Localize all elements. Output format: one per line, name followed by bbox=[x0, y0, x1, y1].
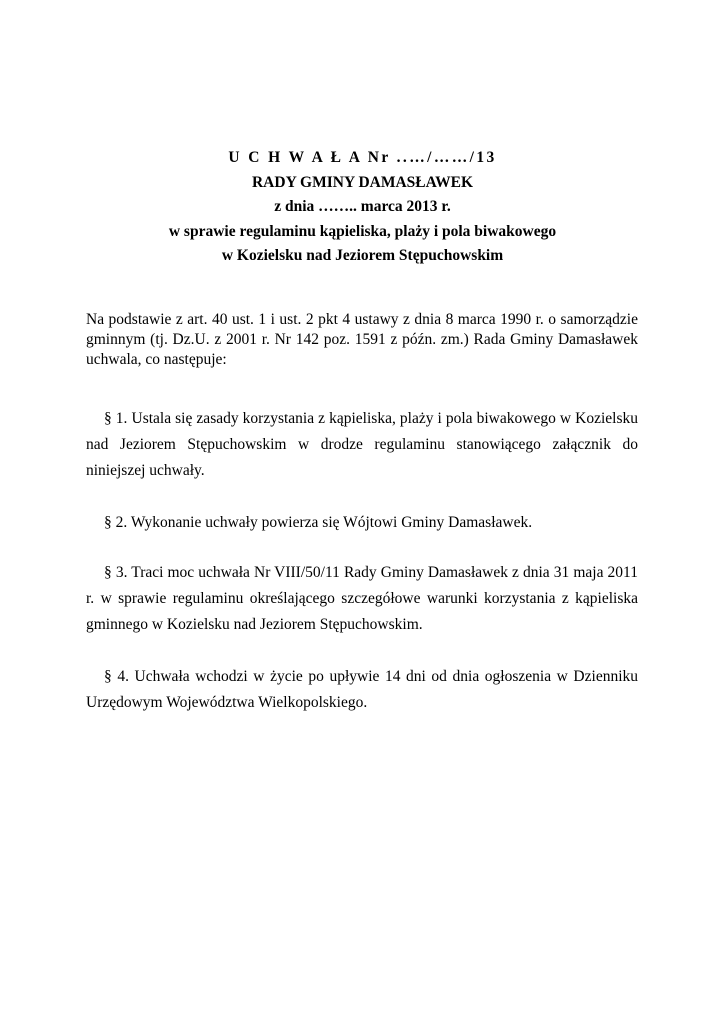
paragraph-2: § 2. Wykonanie uchwały powierza się Wójtowi Gminy Damasławek. bbox=[104, 514, 533, 531]
resolution-title: U C H W A Ł A Nr ..…/……/13 bbox=[228, 149, 497, 166]
paragraph-3: § 3. Traci moc uchwała Nr VIII/50/11 Rady Gminy Damasławek z dnia 31 maja 2011 r. w sprawie regulaminu określającego szczegółowe warunki korzystania z kąpieliska gminnego w Kozielsku nad Jeziorem Stępuchowskim. bbox=[86, 564, 638, 633]
resolution-header bbox=[0, 146, 725, 269]
paragraph-4: § 4. Uchwała wchodzi w życie po upływie 14 dni od dnia ogłoszenia w Dzienniku Urzędowym Województwa Wielkopolskiego. bbox=[86, 668, 638, 711]
legal-basis-preamble: Na podstawie z art. 40 ust. 1 i ust. 2 pkt 4 ustawy z dnia 8 marca 1990 r. o samorządzie gminnym (tj. Dz.U. z 2001 r. Nr 142 poz. 1591 z późn. zm.) Rada Gminy Damasławek uchwala, co następuje: bbox=[86, 311, 638, 368]
council-name: RADY GMINY DAMASŁAWEK bbox=[251, 173, 474, 191]
resolution-subject-line-1: w sprawie regulaminu kąpieliska, plaży i pola biwakowego bbox=[168, 222, 557, 240]
resolution-date: z dnia …….. marca 2013 r. bbox=[274, 198, 451, 215]
resolution-subject-line-2: w Kozielsku nad Jeziorem Stępuchowskim bbox=[221, 247, 504, 264]
paragraph-1: § 1. Ustala się zasady korzystania z kąpieliska, plaży i pola biwakowego w Kozielsku nad Jeziorem Stępuchowskim w drodze regulaminu stanowiącego załącznik do niniejszej uchwały. bbox=[86, 410, 638, 479]
